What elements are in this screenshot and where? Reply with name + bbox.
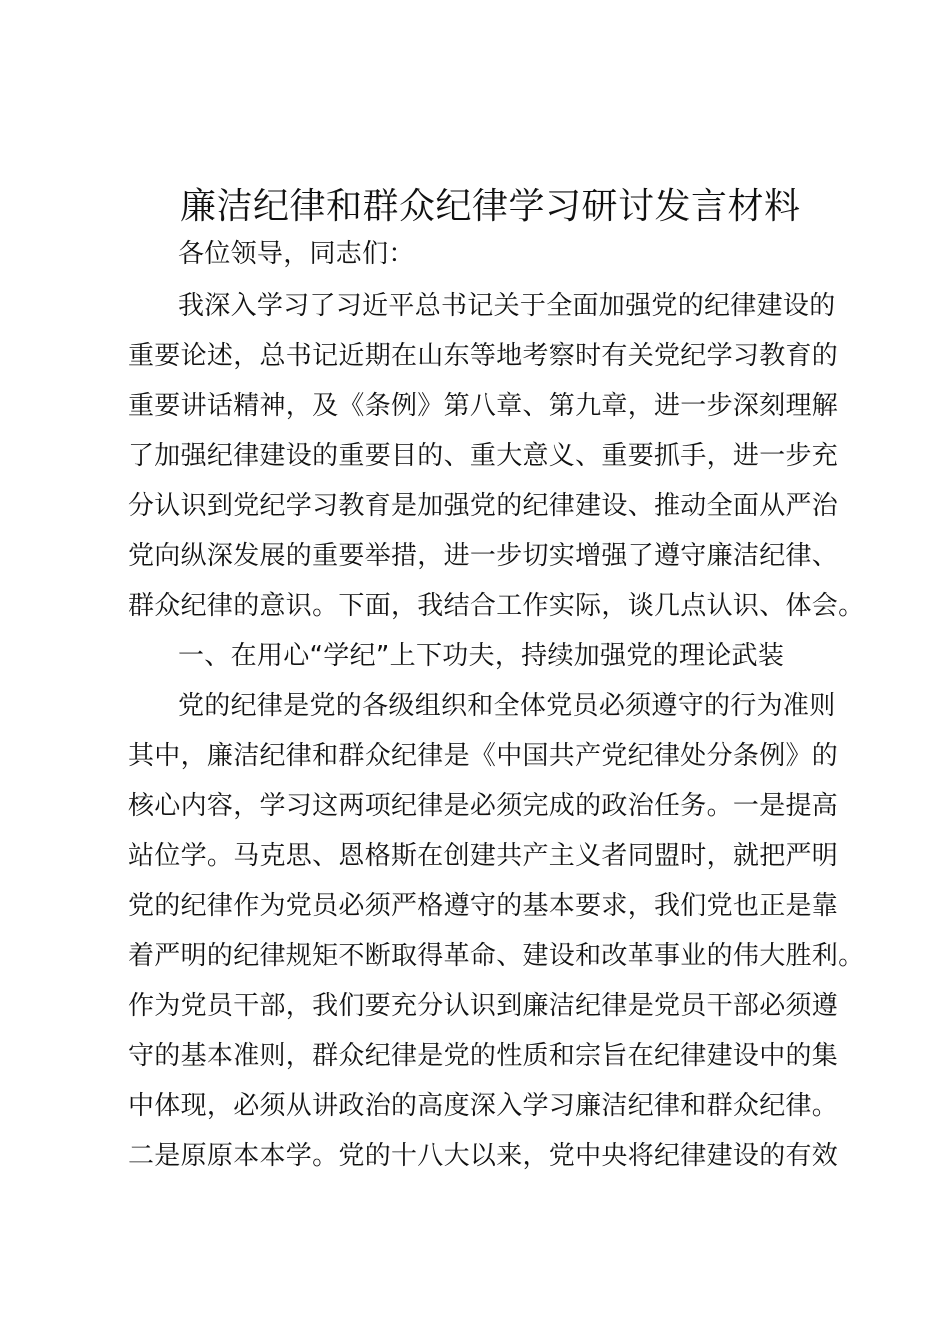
paragraph-line: 中体现，必须从讲政治的高度深入学习廉洁纪律和群众纪律。: [128, 1091, 839, 1121]
document-title: 廉洁纪律和群众纪律学习研讨发言材料: [180, 186, 801, 227]
paragraph-line: 站位学。马克思、恩格斯在创建共产主义者同盟时，就把严明: [128, 841, 839, 871]
paragraph-line: 作为党员干部，我们要充分认识到廉洁纪律是党员干部必须遵: [128, 991, 839, 1021]
section-heading: 一、在用心“学纪”上下功夫，持续加强党的理论武装: [178, 641, 785, 671]
salutation: 各位领导，同志们：: [178, 239, 415, 269]
paragraph-line: 其中，廉洁纪律和群众纪律是《中国共产党纪律处分条例》的: [128, 741, 839, 771]
paragraph-line: 重要讲话精神，及《条例》第八章、第九章，进一步深刻理解: [128, 391, 839, 421]
paragraph-line: 党的纪律作为党员必须严格遵守的基本要求，我们党也正是靠: [128, 891, 839, 921]
paragraph-line: 群众纪律的意识。下面，我结合工作实际，谈几点认识、体会。: [128, 591, 865, 621]
paragraph-line: 党的纪律是党的各级组织和全体党员必须遵守的行为准则: [178, 691, 836, 721]
paragraph-line: 着严明的纪律规矩不断取得革命、建设和改革事业的伟大胜利。: [128, 941, 865, 971]
paragraph-line: 核心内容，学习这两项纪律是必须完成的政治任务。一是提高: [128, 791, 839, 821]
paragraph-line: 我深入学习了习近平总书记关于全面加强党的纪律建设的: [178, 291, 836, 321]
paragraph-line: 重要论述，总书记近期在山东等地考察时有关党纪学习教育的: [128, 341, 839, 371]
paragraph-line: 了加强纪律建设的重要目的、重大意义、重要抓手，进一步充: [128, 441, 839, 471]
paragraph-line: 分认识到党纪学习教育是加强党的纪律建设、推动全面从严治: [128, 491, 839, 521]
paragraph-line: 二是原原本本学。党的十八大以来，党中央将纪律建设的有效: [128, 1141, 839, 1171]
paragraph-line: 守的基本准则，群众纪律是党的性质和宗旨在纪律建设中的集: [128, 1041, 839, 1071]
paragraph-line: 党向纵深发展的重要举措，进一步切实增强了遵守廉洁纪律、: [128, 541, 839, 571]
